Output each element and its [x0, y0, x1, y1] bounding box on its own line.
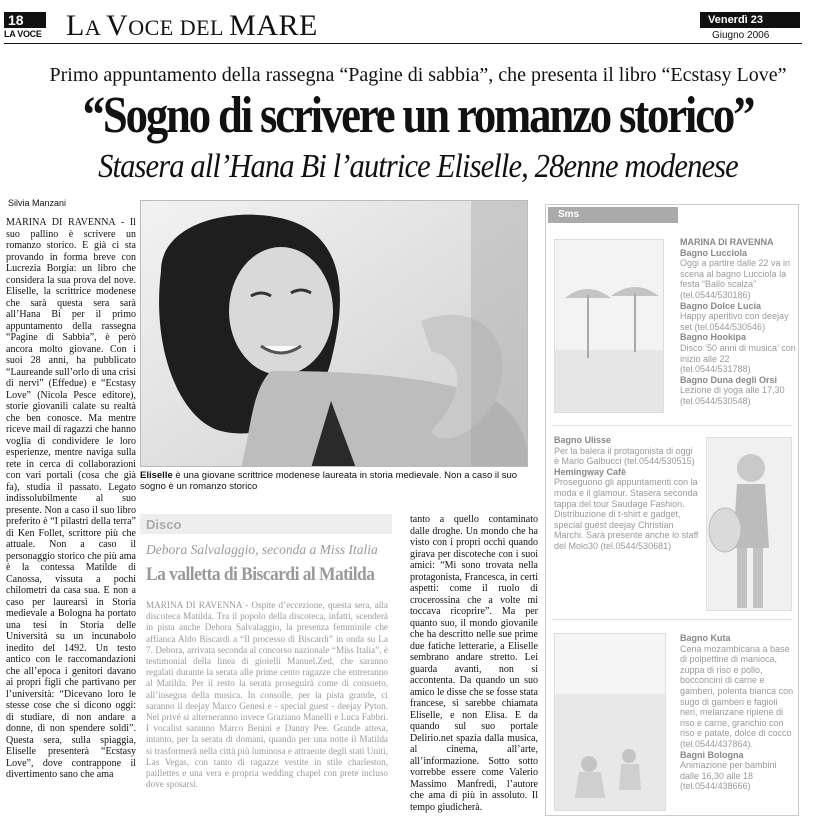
article-subhead: Stasera all’Hana Bi l’autrice Eliselle, 28enne modenese — [98, 148, 738, 185]
title-part: MARE — [229, 9, 318, 42]
newspaper-title — [66, 9, 318, 43]
masthead-rule — [4, 43, 802, 44]
sms-item-text: Oggi a partire dalle 22 va in scena al bagno Lucciola la festa “Ballo scalza” (tel.0544/530186) — [680, 258, 791, 300]
sms-item-name: Bagno Duna degli Orsi — [680, 374, 778, 385]
beach-woman-photo — [706, 437, 792, 611]
photo-caption — [140, 470, 532, 492]
title-letter: L — [66, 9, 85, 42]
article-kicker: Primo appuntamento della rassegna “Pagine di sabbia”, che presenta il libro “Ecstasy Love” — [49, 64, 787, 86]
author-photo — [140, 200, 528, 467]
issue-month-year: Giugno 2006 — [712, 30, 770, 41]
sms-item-text: Cena mozambicana a base di polpettine di manioca, zuppa di riso e pollo, bocconcini di carne e gamberi, polenta bianca con sugo di gamberi e fagioli neri, melanzane ripiene di riso e carne, granchio con riso e patate, dolce di cocco (tel.0544/437864). — [680, 643, 794, 749]
sms-place: MARINA DI RAVENNA — [680, 237, 774, 247]
sms-block-marina — [680, 237, 796, 407]
sms-item-text: Disco ’50 anni di musica’ con inizio alle 22 (tel.0544/531788) — [680, 342, 796, 375]
sms-block-kuta — [680, 633, 796, 792]
sms-item-name: Bagno Lucciola — [680, 247, 748, 258]
article-byline: Silvia Manzani — [8, 198, 67, 208]
author-photo-illustration — [141, 201, 528, 467]
sms-item-text: Proseguono gli appuntamenti con la moda e il glamour. Stasera seconda tappa del tour Saudage Fashion. Distribuzione di t-shirt e gadget, special guest deejay Christian Marchi. Sarà presente anche lo staff del Molo30 (tel.0544/530681) — [554, 477, 699, 551]
sms-item-name: Bagno Ulisse — [554, 435, 612, 445]
sms-block-ulisse — [554, 435, 700, 552]
title-letter: V — [106, 9, 129, 42]
disco-body-text: MARINA DI RAVENNA - Ospite d’eccezione, questa sera, alla discoteca Matilda. Tra il popolo della discoteca, infatti, scenderà in pista anche Debora Salvalaggio, la presenza femminile che affianca Aldo Biscardi a “Il processo di Biscardi” in onda su La 7. Debora, arrivata seconda al concorso nazionale “Miss Italia”, è testimonial della linea di gioielli Manuel.Zed, che saranno regalati durante la serata alle prime cento ragazze che entreranno al Matilda. Per il resto la serata proseguirà come di consueto, all’insegna della musica. In consolle, per la pista grande, ci saranno il deejay Marco Genesi e - special guest - deejay Pyton. Nel privé si alterneranno invece Graziano Manelli e Luca Fabbri. I vocalist saranno Marco Benini e Danny Pee. Grande attesa, intanto, per la serata di domani, quando per una notte il Matilda si trasformerà nella città più luminosa e attraente degli stati Uniti, Las Vegas, con tanto di ragazze vestite in stile charleston, paillettes e una vera e propria wedding chapel con prete incluso dove sposarsi. — [146, 600, 388, 790]
disco-box — [140, 514, 392, 814]
sms-item-text: Animazione per bambini dalle 16,30 alle 18 (tel.0544/438666) — [680, 760, 777, 792]
sms-divider — [552, 425, 792, 426]
beach-kids-photo — [554, 633, 666, 811]
sms-item-text: Per la balera il protagonista di oggi è Mario Galbucci (tel.0544/530515) — [554, 445, 695, 467]
sms-item-name: Bagno Hookipa — [680, 332, 747, 343]
sms-divider — [552, 619, 792, 620]
page-number: 18 — [4, 12, 46, 28]
caption-name: Eliselle — [140, 470, 173, 481]
beach-umbrellas-photo — [554, 239, 664, 413]
sms-item-name: Hemingway Cafè — [554, 466, 627, 477]
sms-section-tab: Sms — [548, 207, 678, 223]
sms-item-text: Happy aperitivo con deejay set (tel.0544/530546) — [680, 311, 789, 332]
disco-section-tab: Disco — [140, 514, 392, 534]
sms-item-name: Bagno Dolce Lucia — [680, 300, 762, 311]
article-headline: “Sogno di scrivere un romanzo storico” — [82, 87, 754, 144]
issue-day: Venerdì 23 — [700, 12, 800, 28]
disco-subtitle: Debora Salvalaggio, seconda a Miss Italia — [146, 542, 378, 557]
title-part: OCE DEL — [128, 15, 230, 40]
sms-sidebar — [545, 204, 799, 816]
article-middle-column: tanto a quello contaminato dalle droghe. Un mondo che ha visto con i propri occhi quando girava per discoteche con i suoi amici: “Mi sono trovata nella protagonista, Francesca, in certi aspetti: come il ruolo di crocerossina che a volte mi toccava ricoprire”. Ma per quanto suo, il mondo giovanile che ha descritto nelle sue prime due fatiche letterarie, a Eliselle sembrano andare stretto. Lei guarda avanti, non si accontenta. Da quando un suo amico le disse che se fosse stata francese, si sarebbe chiamata Eliselle, e non Elisa. E da quando sul suo portale Delirio.net spazia dalla musica, al cinema, all’arte, all’informazione. Sotto sotto vorrebbe essere come Valerio Massimo Manfredi, l’autore che ama di più in assoluto. Il tempo giudicherà. — [410, 514, 538, 813]
title-part: A — [84, 15, 107, 40]
sms-item-text: Lezione di yoga alle 17,30 (tel.0544/530548) — [680, 385, 785, 406]
brand-logo-small: LA VOCE — [4, 29, 42, 39]
sms-item-name: Bagno Kuta — [680, 633, 731, 643]
beach-woman-illustration — [707, 438, 792, 611]
beach-umbrellas-illustration — [555, 240, 664, 413]
caption-text: è una giovane scrittrice modenese laureata in storia medievale. Non a caso il suo sogno è un romanzo storico — [140, 470, 518, 492]
beach-kids-illustration — [555, 634, 666, 811]
article-left-column: MARINA DI RAVENNA - Il suo pallino è scrivere un romanzo storico. E già ci sta provando in forma breve con Lucrezia Borgia: un libro che considera la sua prova del nove. Eliselle, la scrittrice modenese che sarà questa sera sarà all’Hana Bi per il primo appuntamento della rassegna “Pagine di Sabbia”, è però ancora molto giovane. Con i suoi 28 anni, ha pubblicato “Laureande sull’orlo di una crisi di nervi” (Effedue) e “Ecstasy Love” (Nicola Pesce editore), storie giovanili calate su realtà che ben conosce. Ma mentre riceve mail di ragazzi che hanno voglia di condividere le loro esperienze, mentre naviga sulla rete in cerca di collaborazioni con vari portali (cosa che già fa), studia il passato. Legato indissolubilmente al suo presente. Non a caso il suo libro preferito è “I pilastri della terra” di Ken Follet, scrittore più che attuale. Non a caso il personaggio storico che più ama è la contessa Matilde di Canossa, vissuta a pochi chilometri da casa sua. E non a caso per laurearsi in Storia medievale a Bologna ha portato una tesi in Storia delle Università su un incunabolo inedito del 1492. Un testo antico con le raccomandazioni che all’epoca i genitori davano ai propri figli che partivano per l’università: “Dicevano loro le stesse cose che si dicono oggi: di studiare, di non andare a donne, di non spendere soldi”. Questa sera, sulla spiaggia, Eliselle presenterà “Ecstasy Love”, dove contrappone il divertimento sano che ama — [6, 217, 136, 780]
sms-item-name: Bagni Bologna — [680, 749, 744, 760]
disco-title: La valletta di Biscardi al Matilda — [146, 564, 375, 585]
